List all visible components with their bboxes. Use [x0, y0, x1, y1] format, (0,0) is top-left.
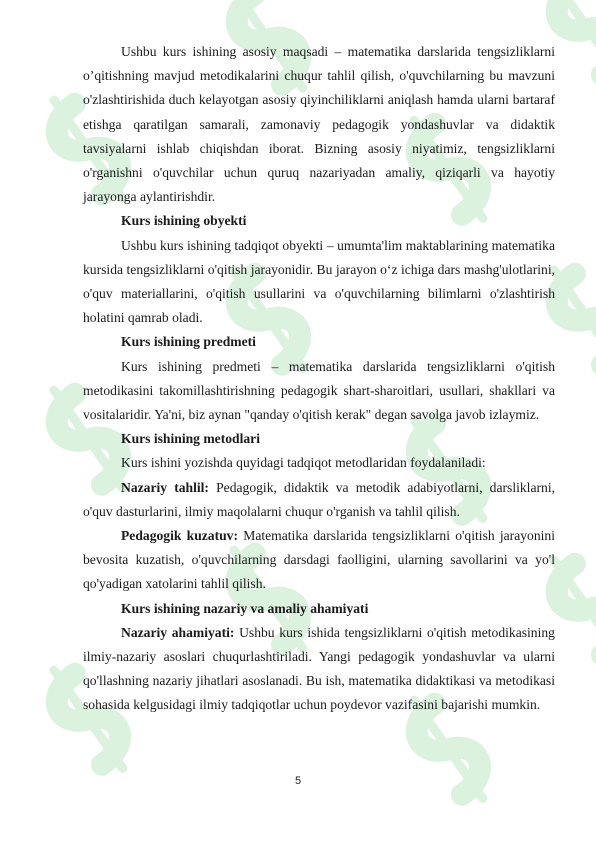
- labeled-paragraph: [83, 621, 555, 718]
- paragraph-text: Pedagogik, didaktik va metodik adabiyotlarni, darsliklarni, o'quv dasturlarini, ilmiy maqolalarni chuqur o'rganish va tahlil qilish.: [83, 479, 555, 519]
- paragraph-lead: Pedagogik kuzatuv:: [121, 528, 239, 544]
- page-number: 5: [294, 775, 302, 787]
- body-paragraph: Kurs ishining predmeti – matematika darslarida tengsizliklarni o'qitish metodikasini takomillashtirishning pedagogik shart-sharoitlari, usullari, shakllari va vositalaridir. Ya'ni, biz aynan "qanday o'qitish kerak" degan savolga javob izlaymiz.: [83, 358, 555, 423]
- section-heading: Kurs ishining predmeti: [121, 334, 256, 350]
- section-heading: Kurs ishining metodlari: [121, 431, 260, 447]
- labeled-paragraph: [83, 524, 555, 597]
- section-heading: Kurs ishining nazariy va amaliy ahamiyati: [121, 600, 369, 616]
- section-heading: Kurs ishining obyekti: [121, 213, 247, 229]
- labeled-paragraph: [83, 476, 555, 524]
- body-paragraph: Kurs ishini yozishda quyidagi tadqiqot metodlaridan foydalaniladi:: [121, 455, 486, 471]
- paragraph-lead: Nazariy tahlil:: [121, 479, 209, 495]
- paragraph-lead: Nazariy ahamiyati:: [121, 624, 235, 640]
- body-paragraph: Ushbu kurs ishining asosiy maqsadi – matematika darslarida tengsizliklarni o’qitishning mavjud metodikalarini chuqur tahlil qilish, o'quvchilarning bu mavzuni o'zlashtirishida duch kelayotgan asosiy qiyinchiliklarni aniqlash hamda ularni bartaraf etishga qaratilgan samarali, zamonaviy pedagogik yondashuvlar va didaktik tavsiyalarni ishlab chiqishdan iborat. Bizning asosiy niyatimiz, tengsizliklarni o'rganishni o'quvchilar uchun quruq nazariyadan amaliy, qiziqarli va hayotiy jarayonga aylantirishdir.: [83, 44, 555, 205]
- paragraph-text: Matematika darslarida tengsizliklarni o'qitish jarayonini bevosita kuzatish, o'quvchilarning darsdagi faolligini, ularning savollarini va yo'l qo'yadigan xatolarini tahlil qilish.: [83, 528, 555, 592]
- document-body: [83, 40, 555, 718]
- paragraph-text: Ushbu kurs ishida tengsizliklarni o'qitish metodikasining ilmiy-nazariy asoslari chuqurlashtiriladi. Yangi pedagogik yondashuvlar va ularni qo'llashning nazariy jihatlari asoslanadi. Bu ish, matematika didaktikasi va metodikasi sohasida kelgusidagi ilmiy tadqiqotlar uchun poydevor vazifasini bajarishi mumkin.: [83, 624, 555, 713]
- body-paragraph: Ushbu kurs ishining tadqiqot obyekti – umumta'lim maktablarining matematika kursida tengsizliklarni o'qitish jarayonidir. Bu jarayon o‘z ichiga dars mashg'ulotlarini, o'quv materiallarini, o'qitish usullarini va o'quvchilarning bilimlarni o'zlashtirish holatini qamrab oladi.: [83, 237, 555, 326]
